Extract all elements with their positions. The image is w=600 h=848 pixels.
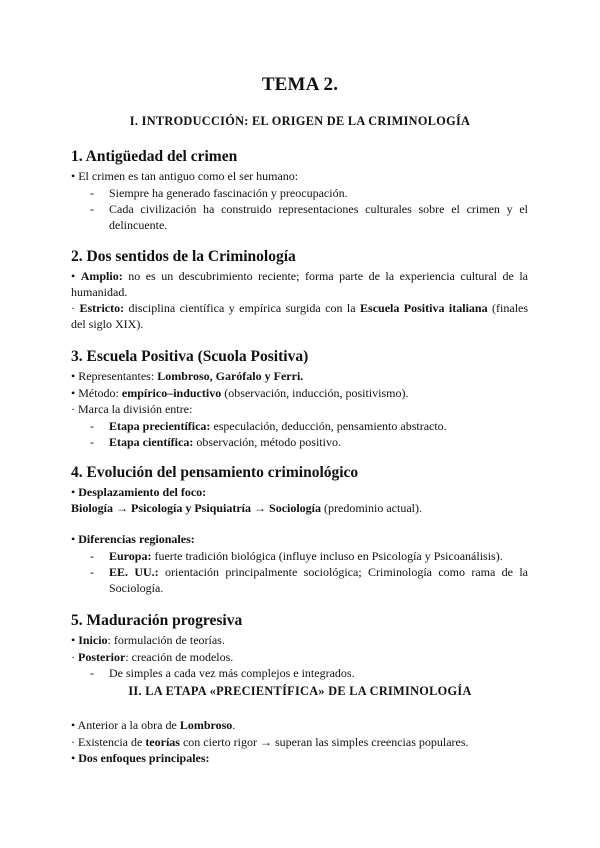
part-one-heading: I. INTRODUCCIÓN: EL ORIGEN DE LA CRIMINOLOGÍA: [129, 114, 471, 128]
enfoques-line: • Dos enfoques principales:: [71, 751, 210, 765]
section-1-intro: • El crimen es tan antiguo como el ser humano:: [71, 169, 299, 183]
list-item: Europa: fuerte tradición biológica (influye incluso en Psicología y Psicoanálisis).: [109, 549, 503, 563]
representantes-line: • Representantes: Lombroso, Garófalo y Ferri.: [71, 369, 304, 383]
part-two-heading: II. LA ETAPA «PRECIENTÍFICA» DE LA CRIMINOLOGÍA: [128, 684, 472, 698]
list-item: De simples a cada vez más complejos e integrados.: [109, 666, 355, 680]
posterior-line: · Posterior: creación de modelos.: [71, 650, 234, 664]
page-title: TEMA 2.: [261, 74, 339, 95]
list-item: Etapa científica: observación, método positivo.: [109, 435, 341, 449]
section-3-heading: 3. Escuela Positiva (Scuola Positiva): [71, 348, 309, 365]
dash-marker: -: [90, 202, 94, 216]
list-item: Etapa precientífica: especulación, deducción, pensamiento abstracto.: [109, 419, 447, 433]
section-2-heading: 2. Dos sentidos de la Criminología: [71, 248, 296, 265]
metodo-line: • Método: empírico–inductivo (observación, inducción, positivismo).: [71, 386, 409, 400]
foco-line: Biología → Psicología y Psiquiatría → Sociología (predominio actual).: [71, 501, 422, 515]
bullet: •: [71, 169, 76, 183]
anterior-line: • Anterior a la obra de Lombroso.: [71, 718, 236, 732]
dash-marker: -: [90, 435, 94, 449]
estricto-paragraph: · Estricto: disciplina científica y empírica surgida con la Escuela Positiva italiana (finales del siglo XIX).: [71, 301, 529, 331]
list-item: Cada civilización ha construido representaciones culturales sobre el crimen y el delincuente.: [109, 202, 528, 232]
section-1-heading: 1. Antigüedad del crimen: [71, 148, 238, 165]
dash-marker: -: [90, 549, 94, 563]
marca-line: · Marca la división entre:: [71, 402, 193, 416]
dash-marker: -: [90, 186, 94, 200]
inicio-line: • Inicio: formulación de teorías.: [71, 633, 225, 647]
desplazamiento-label: • Desplazamiento del foco:: [71, 485, 207, 499]
amplio-paragraph: • Amplio: no es un descubrimiento reciente; forma parte de la experiencia cultural de la humanidad.: [71, 269, 528, 299]
list-item: EE. UU.: orientación principalmente sociológica; Criminología como rama de la Sociología.: [109, 565, 528, 595]
section-4-heading: 4. Evolución del pensamiento criminológico: [71, 464, 359, 481]
list-item: Siempre ha generado fascinación y preocupación.: [109, 186, 348, 200]
dash-marker: -: [90, 666, 94, 680]
teorias-line: · Existencia de teorías con cierto rigor → superan las simples creencias populares.: [71, 735, 469, 749]
diferencias-label: • Diferencias regionales:: [71, 532, 195, 546]
dash-marker: -: [90, 419, 94, 433]
dash-marker: -: [90, 565, 94, 579]
section-5-heading: 5. Maduración progresiva: [71, 612, 243, 629]
